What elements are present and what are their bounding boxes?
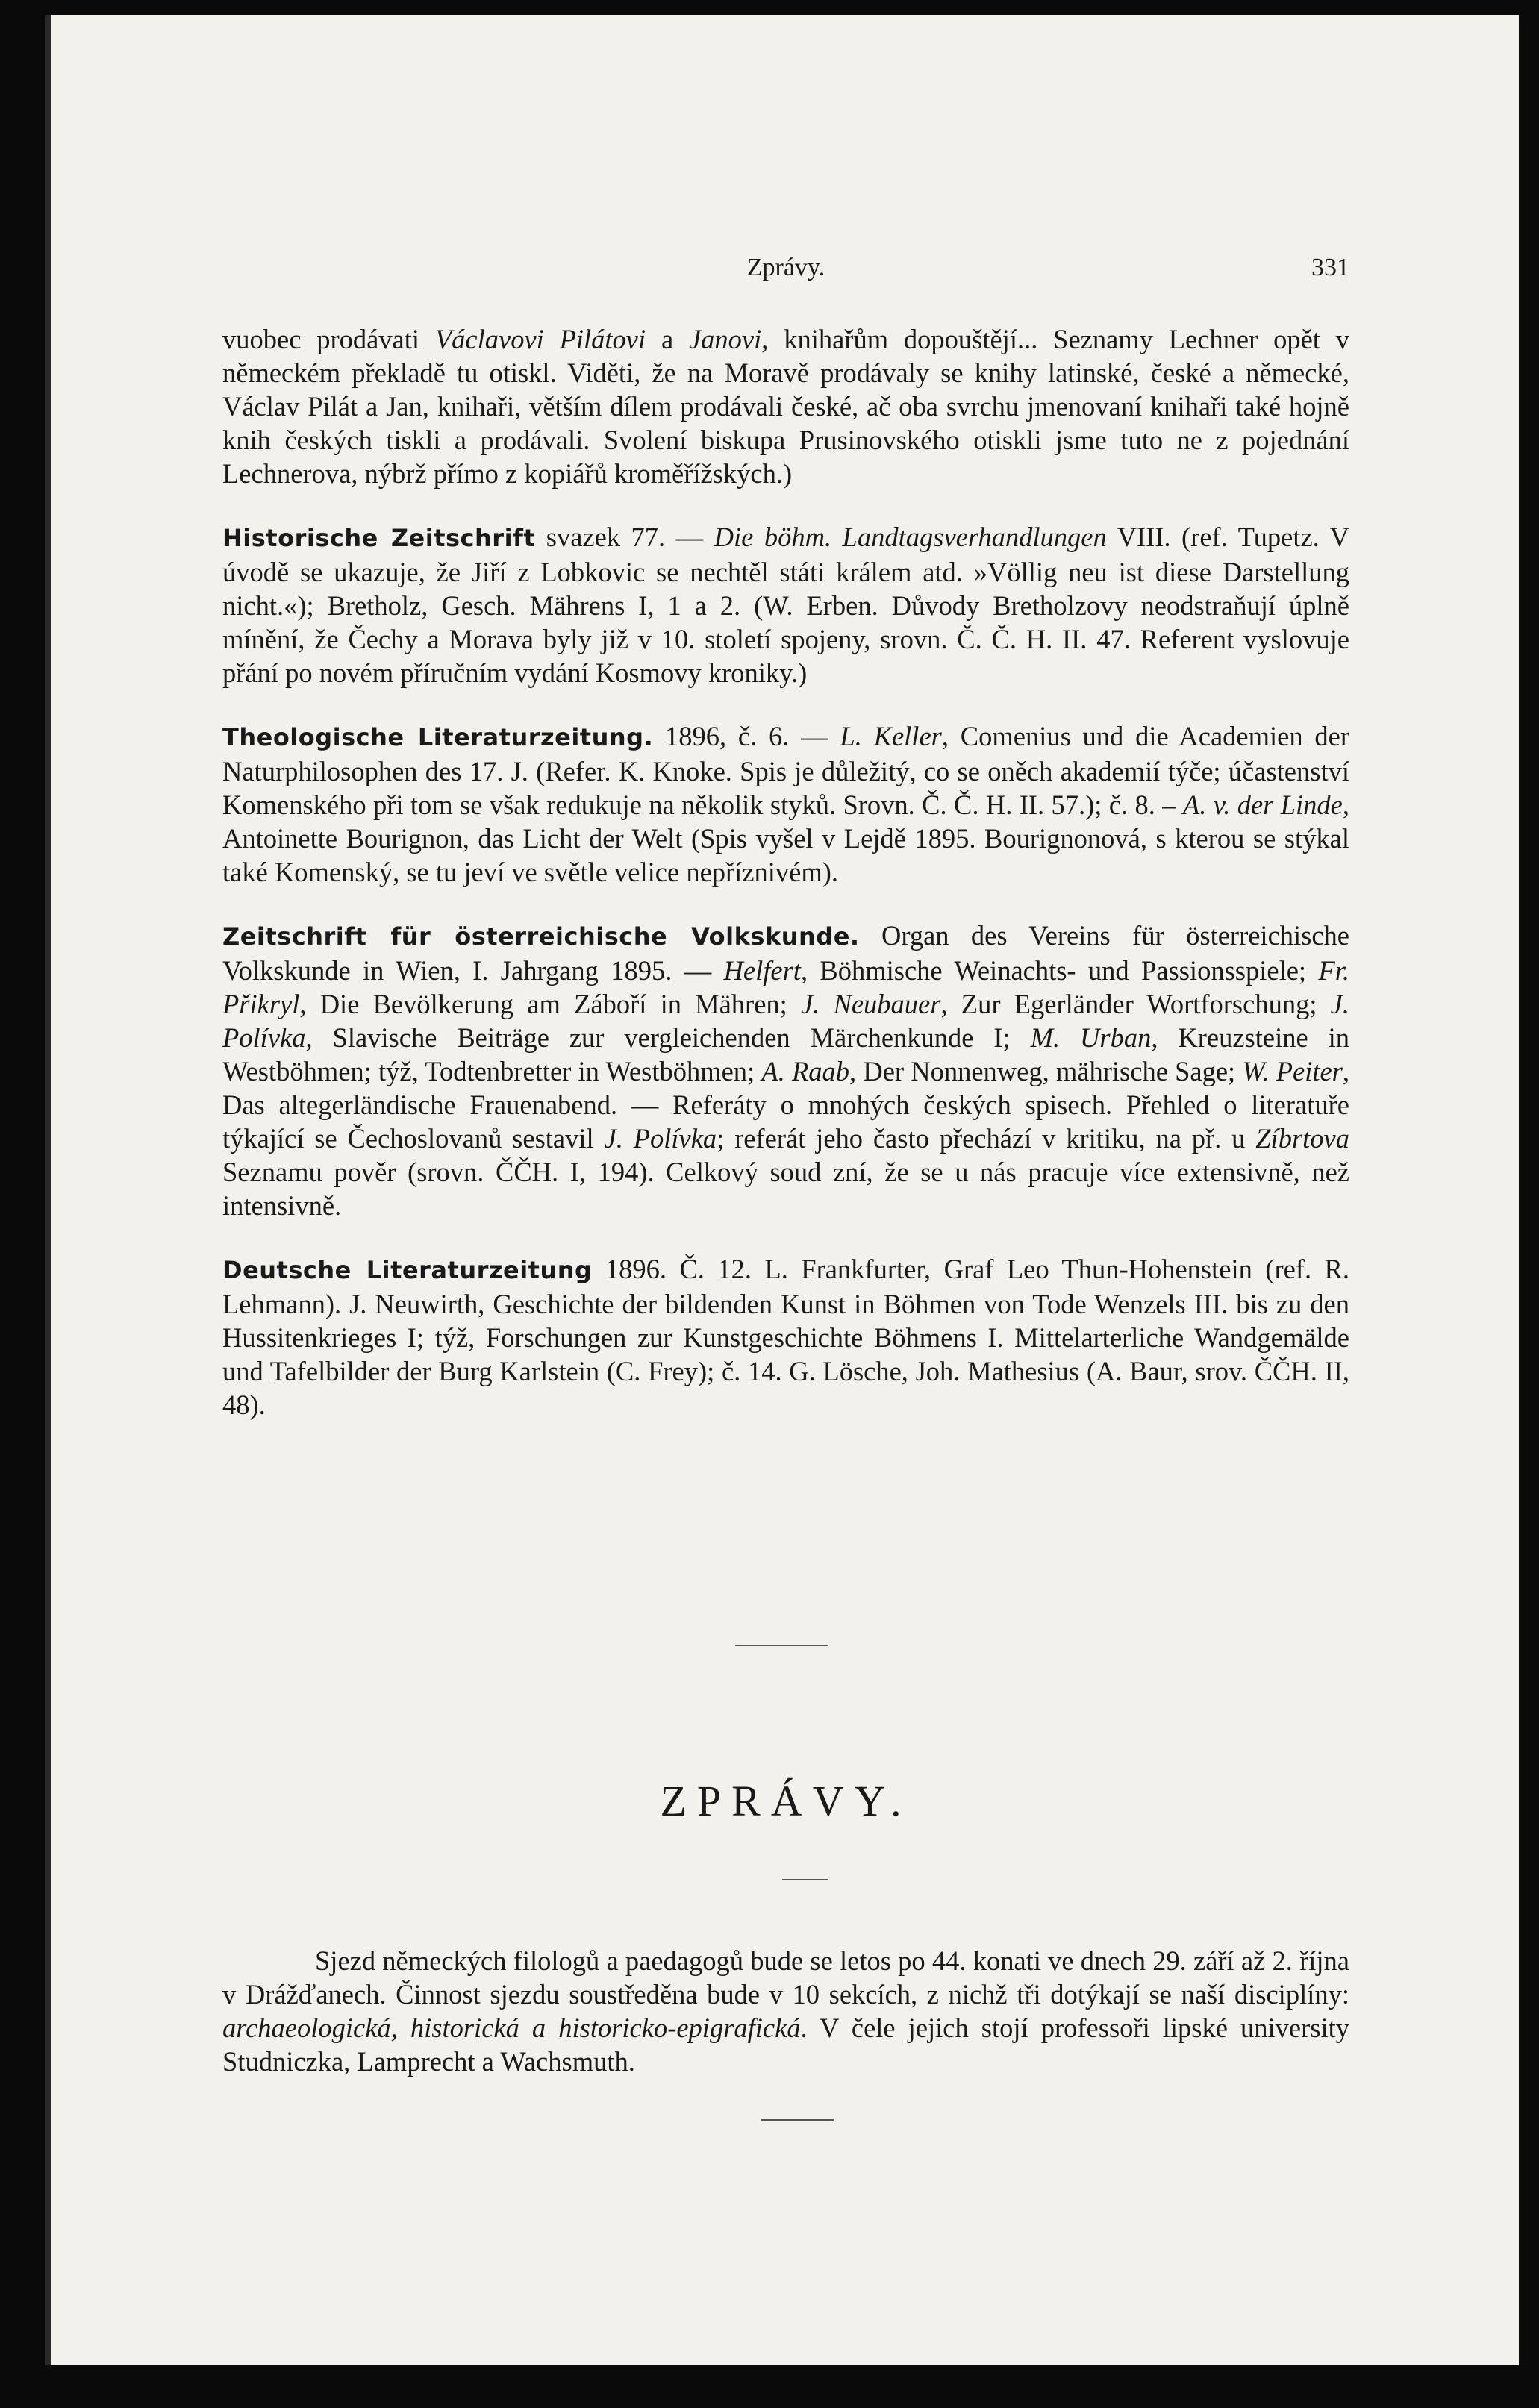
page-number: 331 <box>1311 254 1349 281</box>
italic-text: Die böhm. Landtagsverhandlungen <box>714 522 1107 552</box>
text-run: 1896. Č. 12. L. Frankfurter, Graf Leo Thun-Hohenstein (ref. R. Lehmann). J. Neuwirth, Geschichte der bildenden Kunst in Böhmen von Tode Wenzels III. bis zu den Hussitenkrieges I; týž, Forschungen zur Kunstgeschichte Böhmens I. Mittelarterliche Wandgemälde und Tafelbilder der Burg Karlstein (C. Frey); č. 14. G. Lösche, Joh. Mathesius (A. Baur, srov. ČČH. II, 48). <box>222 1254 1349 1420</box>
paragraph-historische-zeitschrift <box>222 520 1349 689</box>
text-run: ; referát jeho často přechází v kritiku, na př. u <box>717 1123 1256 1154</box>
text-run: , Der Nonnenweg, mährische Sage; <box>849 1056 1243 1086</box>
journal-title: Historische Zeitschrift <box>222 524 536 552</box>
journal-title: Theologische Literaturzeitung. <box>222 723 654 751</box>
news-paragraph <box>222 1944 1349 2078</box>
text-run: , Das altegerländische Frauenabend. — Referáty o mnohých českých spisech. Přehled o literatuře týkající se Čechoslovanů sestavil <box>222 1056 1350 1154</box>
text-run: , Die Bevölkerung am Záboří in Mähren; <box>299 989 801 1019</box>
italic-text: Helfert <box>723 955 801 986</box>
running-title: Zprávy. <box>746 254 825 281</box>
italic-text: Václavovi Pilátovi <box>434 324 646 354</box>
paragraph-theologische-literaturzeitung <box>222 719 1349 889</box>
text-run: Seznamu pověr (srovn. ČČH. I, 194). Celkový soud zní, že se u nás pracuje více extensivně, než intensivně. <box>222 1157 1349 1221</box>
reviews-body <box>222 322 1349 1422</box>
italic-text: archaeologická, historická a historicko-epigrafická <box>222 2012 801 2043</box>
text-run: , Böhmische Weinachts- und Passionsspiele; <box>800 955 1319 986</box>
italic-text: J. Neubauer <box>801 989 941 1019</box>
italic-text: W. Peiter <box>1242 1056 1343 1086</box>
text-run: Sjezd německých filologů a paedagogů bude se letos po 44. konati ve dnech 29. září až 2. října v Drážďanech. Činnost sjezdu soustředěna bude v 10 sekcích, z nichž tři dotýkají se naší disciplíny: <box>222 1945 1349 2010</box>
italic-text: A. Raab <box>761 1056 850 1086</box>
journal-title: Deutsche Literaturzeitung <box>222 1256 593 1284</box>
text-run: vuobec prodávati <box>222 324 435 354</box>
text-run: 1896, č. 6. — <box>653 721 840 751</box>
italic-text: A. v. der Linde <box>1182 789 1343 820</box>
italic-text: Zíbrtova <box>1255 1123 1349 1154</box>
text-run: . V čele jejich stojí professoři lipské university Studniczka, Lamprecht a Wachsmuth. <box>222 2012 1350 2077</box>
text-run: , knihařům dopouštějí... Seznamy Lechner opět v německém překladě tu otiskl. Viděti, že na Moravě prodávaly se knihy latinské, české a německé, Václav Pilát a Jan, knihaři, větším dílem prodávali české, ač oba svrchu jmenovaní knihaři také hojně knih českých tiskli a prodávali. Svolení biskupa Prusinovského otiskli jsme tuto ne z pojednání Lechnerova, nýbrž přímo z kopiářů kroměřížských.) <box>222 324 1349 489</box>
italic-text: Fr. Přikryl <box>222 955 1349 1019</box>
journal-title: Zeitschrift für österreichische Volkskunde. <box>222 922 860 951</box>
closing-divider <box>761 2119 834 2121</box>
text-run: , Comenius und die Academien der Naturphilosophen des 17. J. (Refer. K. Knoke. Spis je důležitý, co se oněch akademií týče; účastenství Komenského při tom se však redukuje na několik styků. Srovn. Č. Č. H. II. 57.); č. 8. – <box>222 721 1349 820</box>
text-run: VIII. (ref. Tupetz. V úvodě se ukazuje, že Jiří z Lobkovic se nechtěl státi králem atd. »Völlig neu ist diese Darstellung nicht.«); Bretholz, Gesch. Mährens I, 1 a 2. (W. Erben. Důvody Bretholzovy neodstraňují úplně mínění, že Čechy a Morava byly již v 10. století spojeny, srovn. Č. Č. H. II. 47. Referent vyslovuje přání po novém příručním vydání Kosmovy kroniky.) <box>222 522 1349 688</box>
text-run: a <box>646 324 689 354</box>
text-run: , Antoinette Bourignon, das Licht der Welt (Spis vyšel v Lejdě 1895. Bourignonová, s kterou se stýkal také Komenský, se tu jeví ve světle velice nepříznivém). <box>222 789 1349 887</box>
title-underline <box>782 1879 828 1880</box>
italic-text: J. Polívka <box>222 989 1349 1053</box>
italic-text: Janovi <box>688 324 762 354</box>
text-run: svazek 77. — <box>535 522 714 552</box>
running-header <box>222 254 1349 291</box>
italic-text: L. Keller <box>840 721 942 751</box>
text-run: , Slavische Beiträge zur vergleichenden Märchenkunde I; <box>305 1022 1031 1053</box>
page-binding-edge <box>45 15 51 2365</box>
paragraph-continuation <box>222 322 1349 490</box>
section-title: ZPRÁVY. <box>660 1777 912 1825</box>
italic-text: J. Polívka <box>604 1123 717 1154</box>
section-divider <box>735 1645 828 1646</box>
text-run: , Zur Egerländer Wortforschung; <box>940 989 1331 1019</box>
italic-text: M. Urban <box>1030 1022 1152 1053</box>
text-run: Organ des Vereins für österreichische Volkskunde in Wien, I. Jahrgang 1895. — <box>222 920 1350 986</box>
paragraph-deutsche-literaturzeitung <box>222 1252 1349 1422</box>
paragraph-zeitschrift-volkskunde <box>222 919 1349 1222</box>
text-run: , Kreuzsteine in Westböhmen; týž, Todtenbretter in Westböhmen; <box>222 1022 1349 1086</box>
